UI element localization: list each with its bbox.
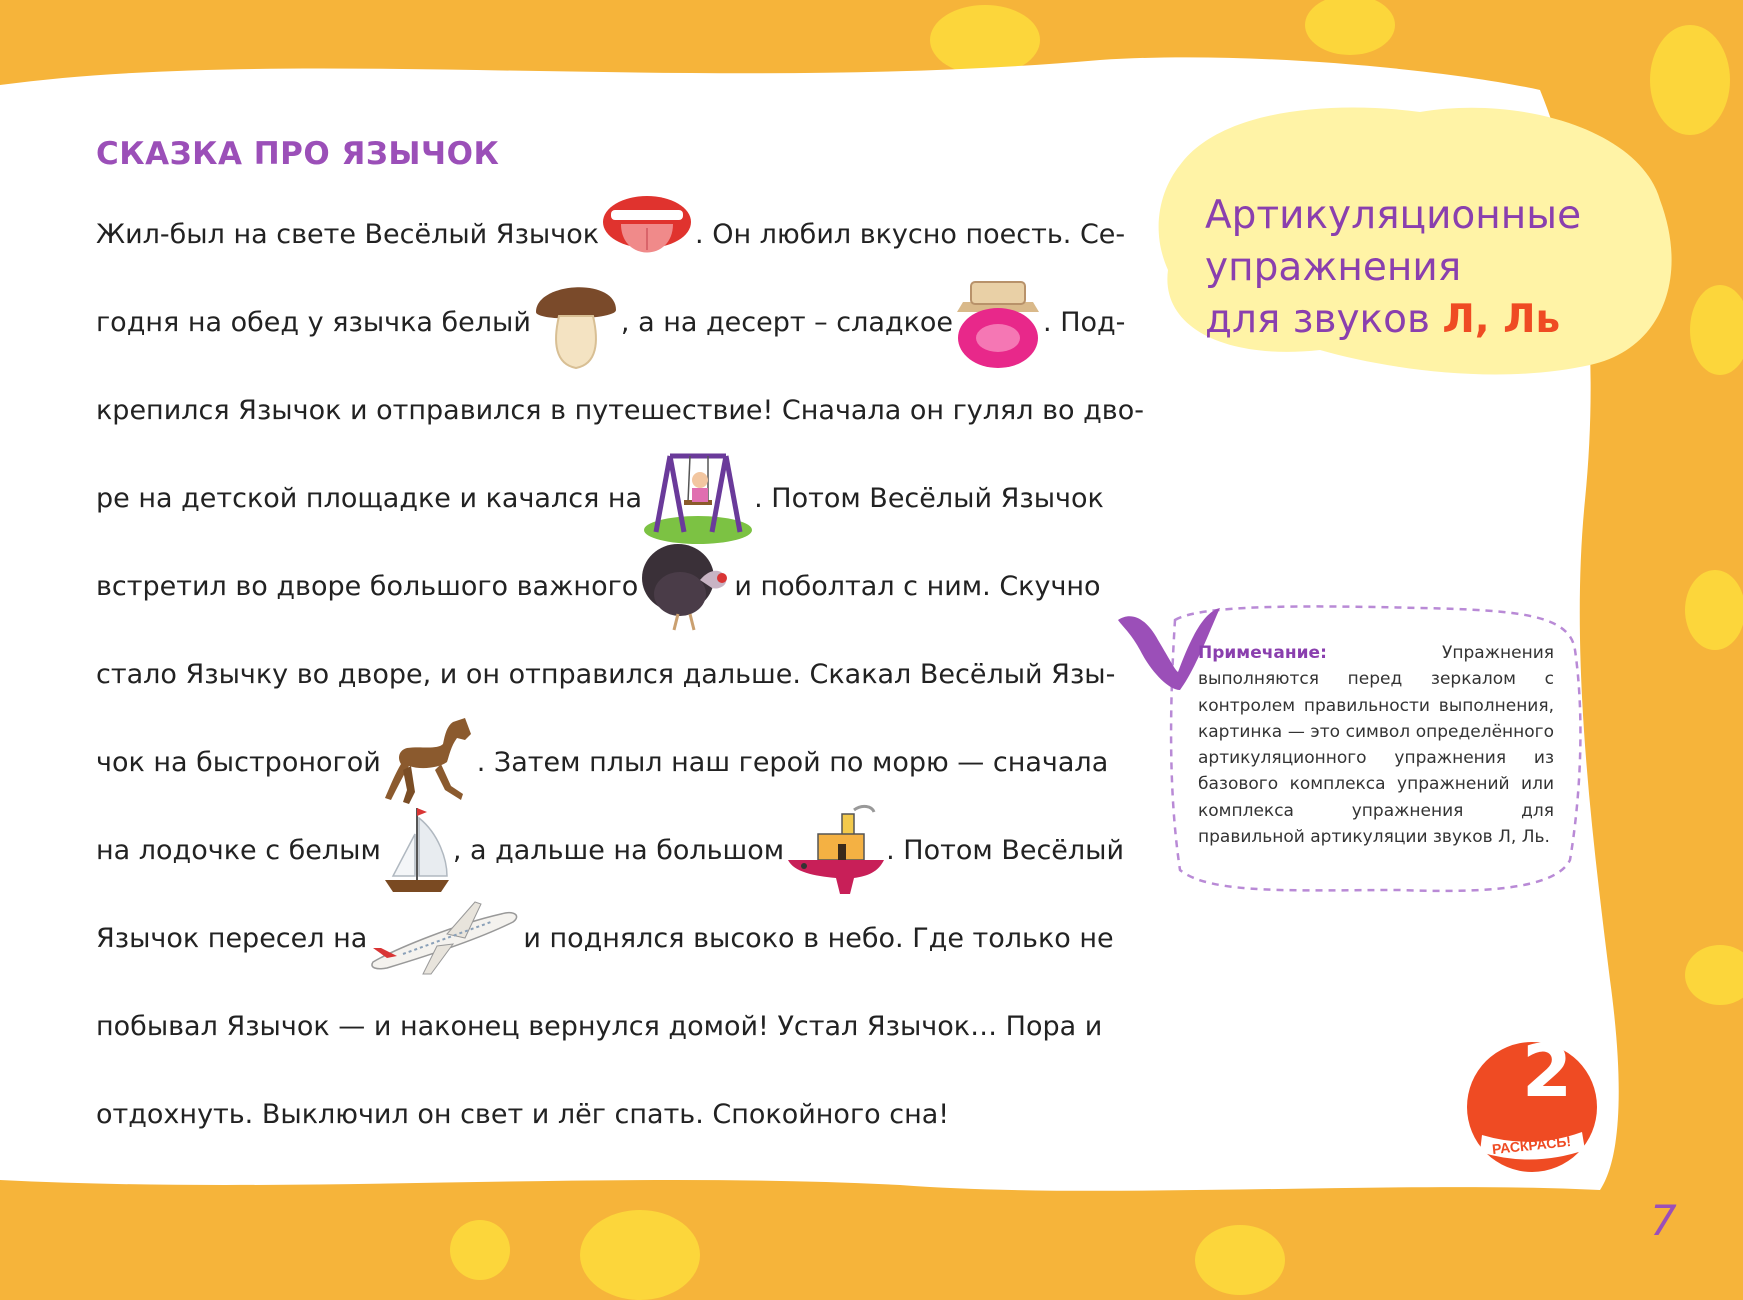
heading-prefix: для звуков [1205,297,1430,342]
story-text-segment: . Потом Весёлый Язычок [754,482,1104,514]
heading-line: Артикуляционные [1205,193,1582,238]
story-line [96,454,1104,542]
mushroom-icon [531,272,621,372]
story-text-segment: . Затем плыл наш герой по морю — сначала [476,746,1109,778]
story-line [96,718,1109,806]
story-text-segment: и поднялся высоко в небо. Где только не [523,922,1114,954]
sailboat-icon [381,804,453,896]
airplane-icon [367,898,523,978]
story-text-segment: отдохнуть. Выключил он свет и лёг спать. Спокойного сна! [96,1098,950,1130]
story-text-segment: годня на обед у язычка белый [96,306,531,338]
heading-line [1205,294,1581,346]
story-line [96,982,1103,1070]
story-text-segment: . Потом Весёлый [886,834,1125,866]
story-line [96,278,1126,366]
story-line [96,1070,1090,1158]
heading-line: упражнения [1205,245,1462,290]
story-text-segment: . Под- [1043,306,1126,338]
badge-caption [1462,1120,1602,1164]
story-line [96,190,1126,278]
story-text-segment: крепился Язычок и отправился в путешествие! Сначала он гулял во дво- [96,394,1144,426]
story-text-segment: на лодочке с белым [96,834,381,866]
story-text-segment: , а дальше на большом [452,834,785,866]
story-text-segment: . Он любил вкусно поесть. Се- [695,218,1126,250]
story-text-segment: Жил-был на свете Весёлый Язычок [96,218,600,250]
story-text-segment: и поболтал с ним. Скучно [734,570,1101,602]
story-line [96,542,1101,630]
story-text-segment: стало Язычку во дворе, и он отправился дальше. Скакал Весёлый Язы- [96,658,1116,690]
swing-icon [642,450,754,546]
story-text-segment: ре на детской площадке и качался на [96,482,643,514]
heading-accent: Л, Ль [1442,297,1561,342]
jam-jar-icon [953,272,1043,372]
story-line [96,366,1144,454]
section-heading [1205,190,1581,346]
tongue-icon [599,192,695,276]
story-text-segment: Язычок пересел на [96,922,368,954]
story-line [96,630,1116,718]
horse-icon [381,716,477,808]
note-label: Примечание: [1198,643,1327,663]
steamship-icon [784,802,886,898]
turkey-icon [638,538,734,634]
story-title: СКАЗКА ПРО ЯЗЫЧОК [96,136,500,172]
note-box [1198,640,1554,850]
story-line [96,894,1114,982]
svg-text:РАСКРАСЬ!: РАСКРАСЬ! [1491,1132,1572,1158]
badge-number: 2 [1521,1029,1573,1113]
story-text-segment: встретил во дворе большого важного [96,570,639,602]
story-text-segment: , а на десерт – сладкое [620,306,954,338]
page-number: 7 [1650,1196,1677,1245]
story-text-segment: побывал Язычок — и наконец вернулся домой! Устал Язычок… Пора и [96,1010,1103,1042]
story-text-segment: чок на быстроногой [96,746,381,778]
note-text: Упражнения выполняются перед зеркалом с контролем правильности выполнения, картинка — это символ определённого артикуляционного упражнения из базового комплекса упражнений или комплекса упражнения для правильной артикуляции звуков Л, Ль. [1198,643,1554,848]
story-line [96,806,1125,894]
